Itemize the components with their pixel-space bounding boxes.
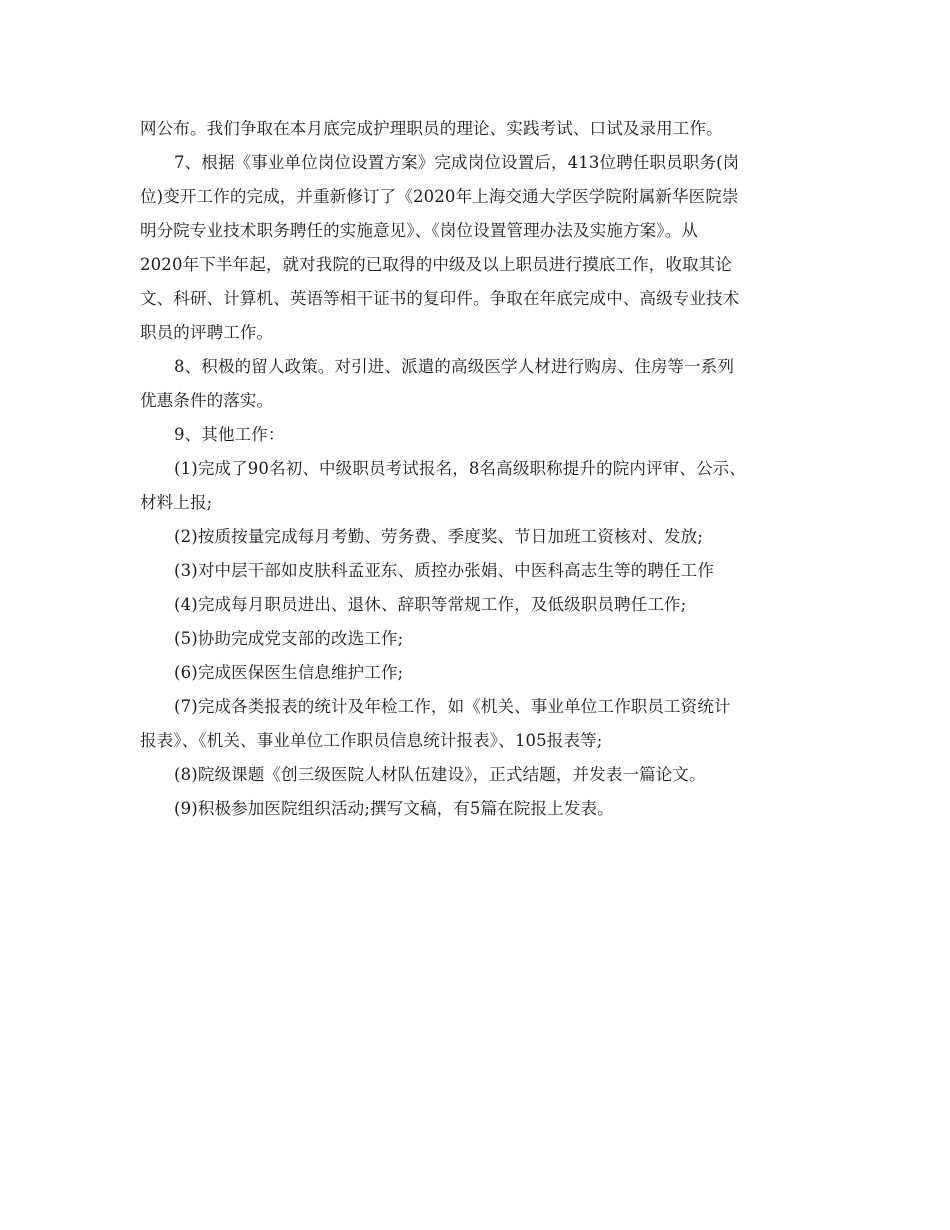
text-line: 7、根据《事业单位岗位设置方案》完成岗位设置后，413位聘任职员职务(岗 bbox=[174, 153, 740, 172]
text-line: 位)变开工作的完成，并重新修订了《2020年上海交通大学医学院附属新华医院崇 bbox=[140, 187, 739, 206]
text-line: 文、科研、计算机、英语等相干证书的复印件。争取在年底完成中、高级专业技术 bbox=[140, 289, 740, 308]
text-line: (1)完成了90名初、中级职员考试报名，8名高级职称提升的院内评审、公示、 bbox=[174, 459, 746, 478]
text-line: (8)院级课题《创三级医院人材队伍建设》，正式结题，并发表一篇论文。 bbox=[174, 765, 706, 784]
text-line: (5)协助完成党支部的改选工作; bbox=[174, 629, 404, 648]
text-line: (2)按质按量完成每月考勤、劳务费、季度奖、节日加班工资核对、发放; bbox=[174, 527, 704, 546]
text-line: (6)完成医保医生信息维护工作; bbox=[174, 663, 404, 682]
text-line: 报表》、《机关、事业单位工作职员信息统计报表》、105报表等; bbox=[140, 731, 603, 750]
text-line: 2020年下半年起，就对我院的已取得的中级及以上职员进行摸底工作，收取其论 bbox=[140, 255, 733, 274]
text-line: 职员的评聘工作。 bbox=[140, 323, 274, 342]
text-line: 8、积极的留人政策。对引进、派遣的高级医学人材进行购房、住房等一系列 bbox=[174, 357, 735, 376]
document-body bbox=[140, 112, 820, 826]
text-line: 明分院专业技术职务聘任的实施意见》、《岗位设置管理办法及实施方案》。从 bbox=[140, 221, 698, 240]
text-line: (4)完成每月职员进出、退休、辞职等常规工作，及低级职员聘任工作; bbox=[174, 595, 687, 614]
text-line: 网公布。我们争取在本月底完成护理职员的理论、实践考试、口试及录用工作。 bbox=[140, 119, 723, 138]
text-line: (9)积极参加医院组织活动;撰写文稿，有5篇在院报上发表。 bbox=[174, 799, 614, 818]
text-line: 材料上报; bbox=[140, 493, 213, 512]
text-line: (3)对中层干部如皮肤科孟亚东、质控办张娟、中医科高志生等的聘任工作 bbox=[174, 561, 714, 580]
text-line: 优惠条件的落实。 bbox=[140, 391, 274, 410]
text-line: (7)完成各类报表的统计及年检工作，如《机关、事业单位工作职员工资统计 bbox=[174, 697, 731, 716]
text-line: 9、其他工作： bbox=[174, 425, 285, 444]
